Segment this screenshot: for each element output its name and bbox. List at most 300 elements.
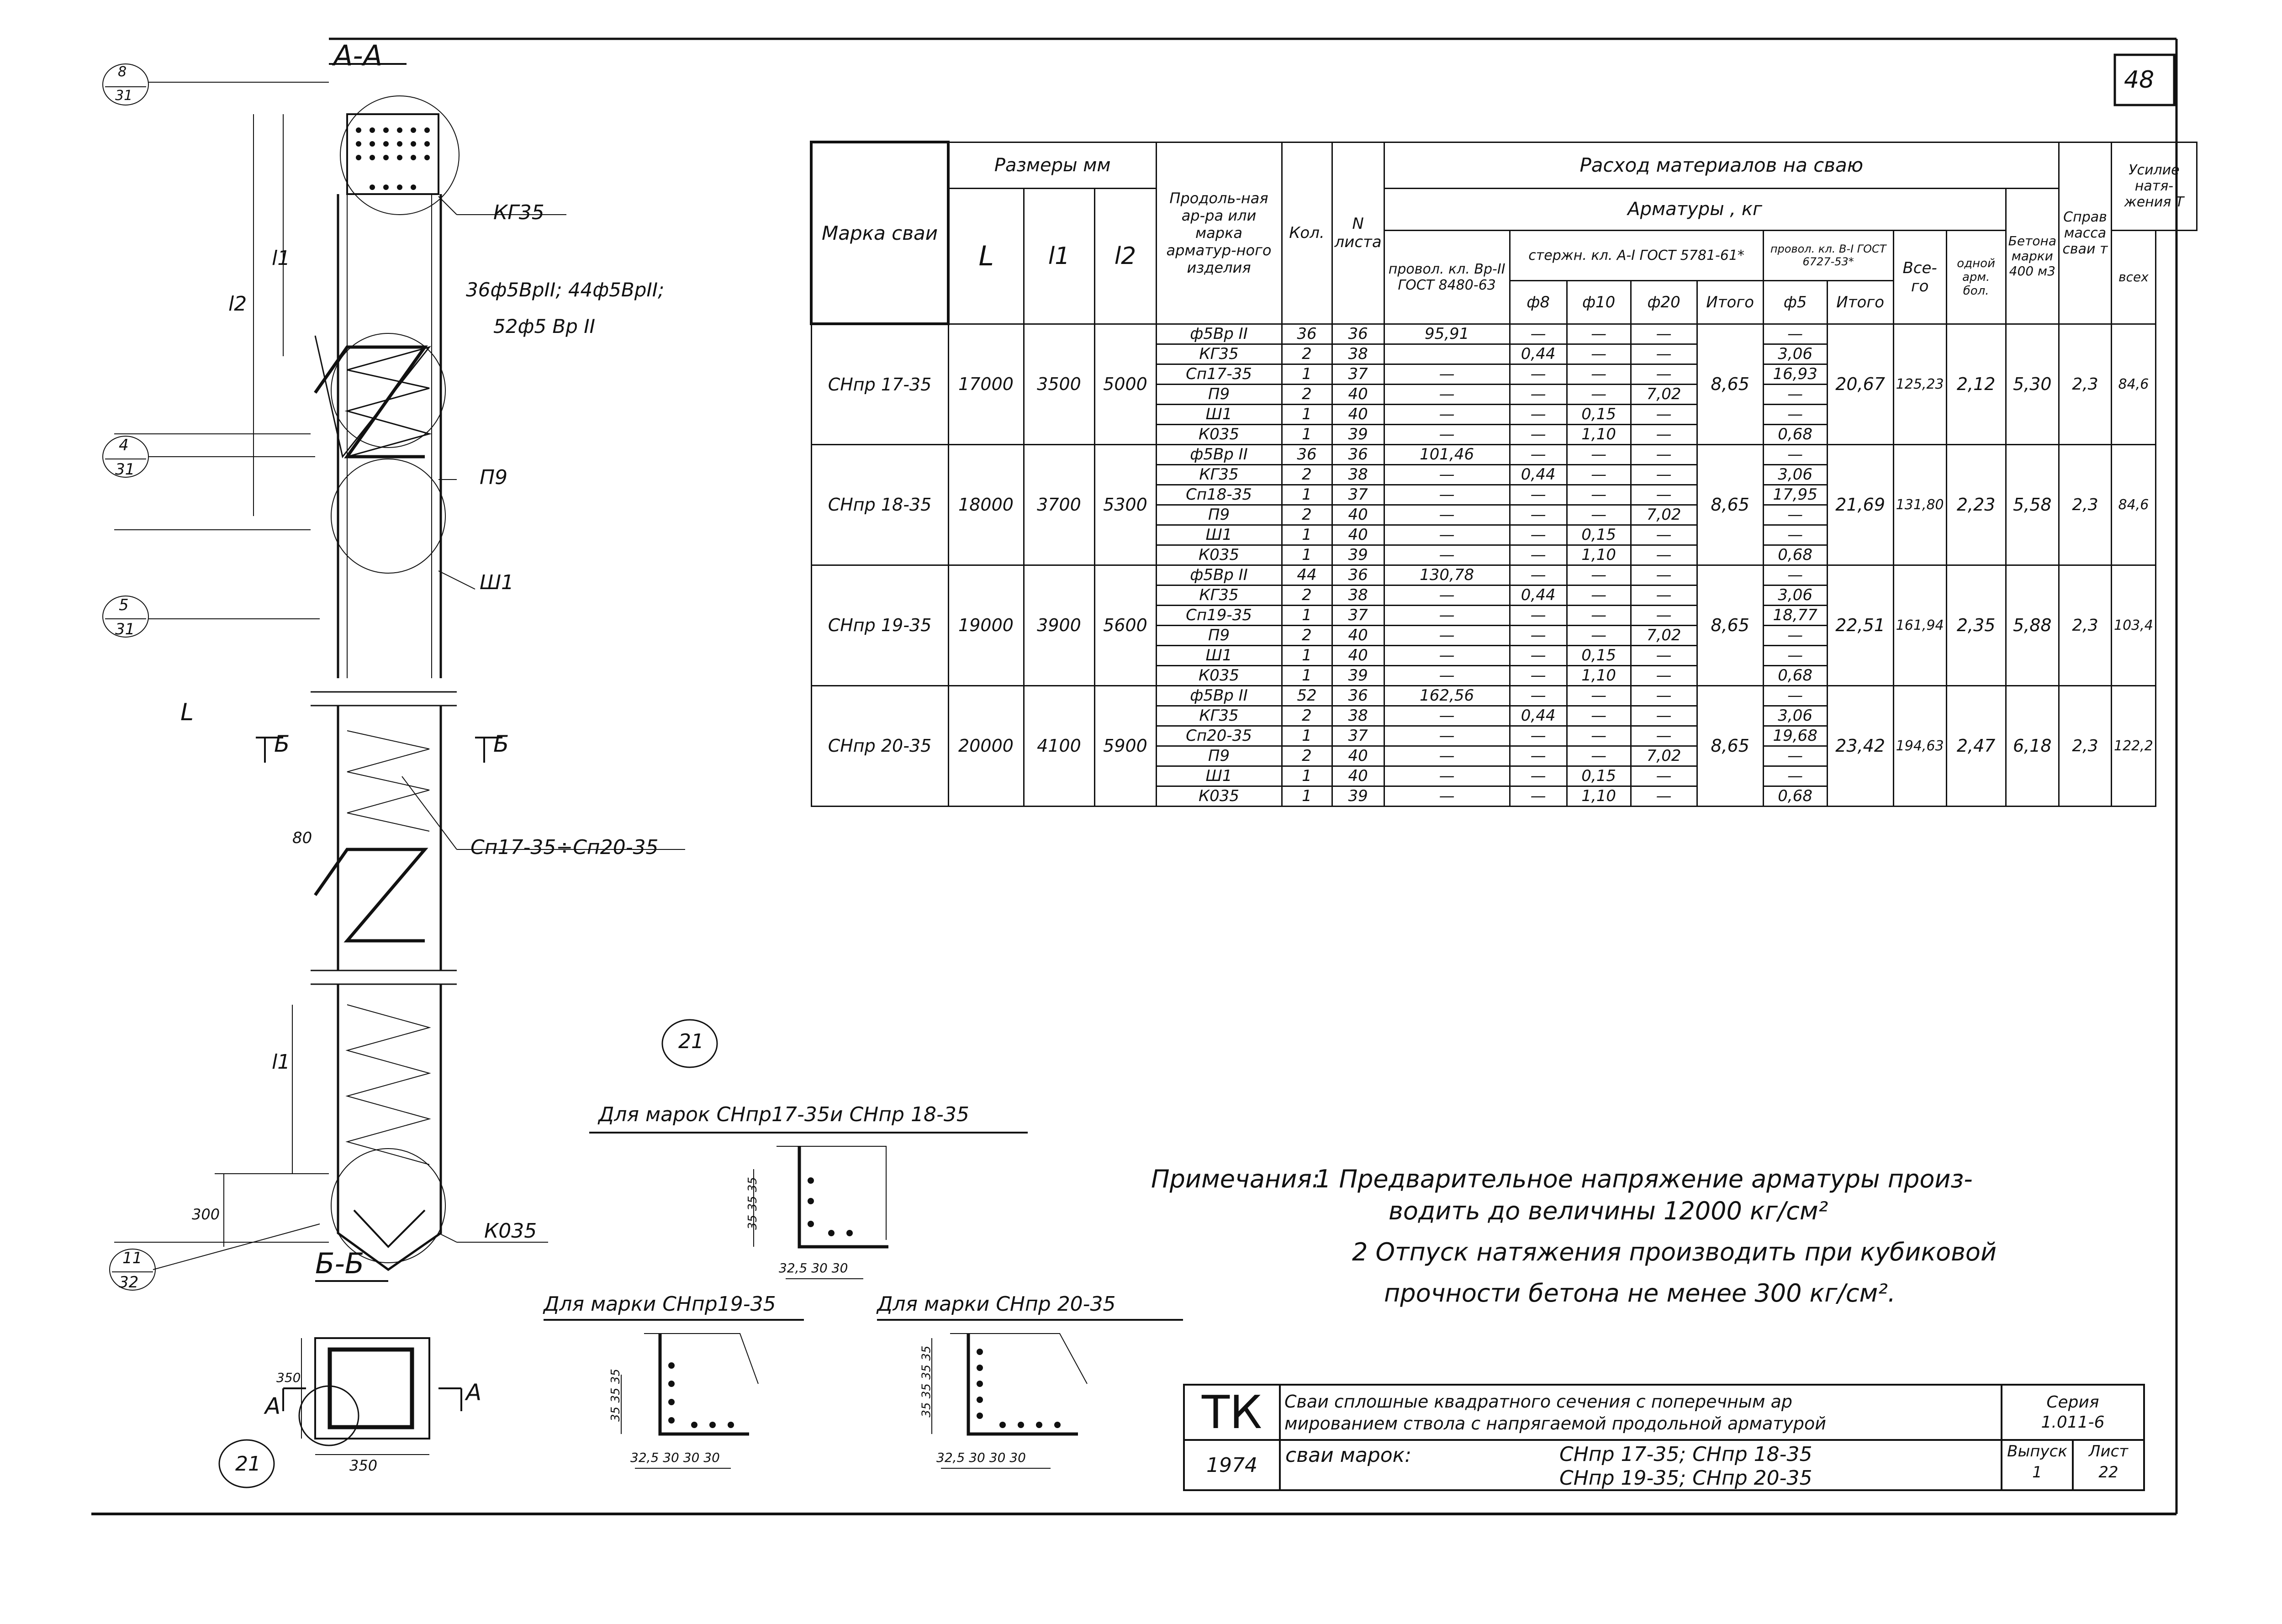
- cell-sheet: 36: [1332, 685, 1384, 706]
- cell-phi20: 7,02: [1631, 384, 1697, 404]
- cell-phi10: 1,10: [1567, 665, 1631, 685]
- cell-l1: 4100: [1024, 685, 1094, 806]
- cell-phi5: 18,77: [1763, 605, 1827, 625]
- cell-wire: —: [1384, 545, 1510, 565]
- title-block-issue-sheet: [2002, 1440, 2144, 1490]
- cell-qty: 1: [1282, 766, 1332, 786]
- cell-phi20: —: [1631, 464, 1697, 485]
- detail1-side-dims: 35 35 35: [745, 1177, 760, 1230]
- cell-qty: 2: [1282, 344, 1332, 364]
- cell-force-one: 2,3: [2059, 565, 2111, 685]
- cell-phi8: —: [1510, 665, 1567, 685]
- hdr-force: Усилие натя-жения Т: [2111, 142, 2197, 230]
- cell-wire: —: [1384, 766, 1510, 786]
- cell-wire: —: [1384, 525, 1510, 545]
- sheet-number: 48: [2124, 66, 2155, 94]
- detail-19: [544, 1320, 804, 1468]
- cell-qty: 1: [1282, 424, 1332, 444]
- title-block: [1183, 1384, 2145, 1491]
- cell-item: ф5Вр II: [1156, 685, 1282, 706]
- cut-a-left: А: [265, 1393, 281, 1419]
- cell-wire: —: [1384, 625, 1510, 645]
- cell-l1: 3700: [1024, 444, 1094, 565]
- cell-item: КГ35: [1156, 706, 1282, 726]
- cell-phi20: —: [1631, 706, 1697, 726]
- cell-mark: СНпр 17-35: [811, 324, 948, 444]
- title-block-piles: [1280, 1440, 2002, 1490]
- cell-item: П9: [1156, 384, 1282, 404]
- cell-force-all: 103,4: [2111, 565, 2155, 685]
- cell-sheet: 40: [1332, 525, 1384, 545]
- detail-title-19: Для марки СНпр19-35: [544, 1292, 776, 1316]
- cell-item: Ш1: [1156, 525, 1282, 545]
- cell-qty: 2: [1282, 625, 1332, 645]
- hdr-force-all: всех: [2111, 230, 2155, 324]
- cell-qty: 1: [1282, 665, 1332, 685]
- cell-phi5: 19,68: [1763, 726, 1827, 746]
- cell-phi20: —: [1631, 364, 1697, 384]
- cell-wire: —: [1384, 726, 1510, 746]
- cell-sheet: 39: [1332, 665, 1384, 685]
- cell-qty: 1: [1282, 364, 1332, 384]
- cell-item: П9: [1156, 625, 1282, 645]
- cell-phi20: —: [1631, 585, 1697, 605]
- cell-total-all: 131,80: [1893, 444, 1946, 565]
- callout-11-den: 32: [119, 1273, 139, 1292]
- cell-item: К035: [1156, 424, 1282, 444]
- section-aa-label: А-А: [333, 39, 383, 72]
- cell-phi20: —: [1631, 324, 1697, 344]
- cell-phi8: —: [1510, 384, 1567, 404]
- cell-concrete: 2,12: [1946, 324, 2006, 444]
- cell-L: 20000: [948, 685, 1024, 806]
- hdr-force-one: одной арм. бол.: [1946, 230, 2006, 324]
- cell-wire: 101,46: [1384, 444, 1510, 464]
- cell-mass: 5,58: [2006, 444, 2059, 565]
- cell-total1: 8,65: [1697, 444, 1763, 565]
- dim-350-side: 350: [276, 1370, 301, 1385]
- detail2-side-dims: 35 35 35: [608, 1369, 623, 1422]
- cell-sheet: 38: [1332, 344, 1384, 364]
- cell-sheet: 37: [1332, 364, 1384, 384]
- cell-phi10: 1,10: [1567, 545, 1631, 565]
- detail-17-18: [589, 1133, 1028, 1279]
- hdr-sheet-no: N листа: [1332, 142, 1384, 324]
- cell-force-one: 2,3: [2059, 685, 2111, 806]
- sheet-label: Лист: [2088, 1442, 2129, 1461]
- cell-item: Ш1: [1156, 766, 1282, 786]
- cell-sheet: 38: [1332, 464, 1384, 485]
- cell-phi8: —: [1510, 726, 1567, 746]
- cell-l1: 3500: [1024, 324, 1094, 444]
- cell-total-all: 161,94: [1893, 565, 1946, 685]
- cell-phi8: —: [1510, 525, 1567, 545]
- table-row: [811, 324, 2197, 344]
- issue-value: 1: [2032, 1463, 2042, 1482]
- cell-item: КГ35: [1156, 585, 1282, 605]
- cell-force-one: 2,3: [2059, 444, 2111, 565]
- cell-phi10: —: [1567, 746, 1631, 766]
- cell-phi5: —: [1763, 404, 1827, 424]
- hdr-prestress-wire: провол. кл. Вр-II ГОСТ 8480-63: [1384, 230, 1510, 324]
- section-bb: [283, 1281, 461, 1455]
- pile-head: [347, 114, 438, 194]
- cell-phi10: —: [1567, 565, 1631, 585]
- cell-wire: —: [1384, 464, 1510, 485]
- cell-L: 17000: [948, 324, 1024, 444]
- cell-sheet: 36: [1332, 444, 1384, 464]
- callout-4-den: 31: [115, 460, 135, 479]
- cell-phi5: —: [1763, 685, 1827, 706]
- cell-mass: 5,30: [2006, 324, 2059, 444]
- cell-qty: 2: [1282, 585, 1332, 605]
- cell-mass: 6,18: [2006, 685, 2059, 806]
- cell-phi8: 0,44: [1510, 706, 1567, 726]
- cell-sheet: 36: [1332, 324, 1384, 344]
- label-sh1: Ш1: [480, 571, 514, 594]
- cell-phi5: 3,06: [1763, 464, 1827, 485]
- detail-title-20: Для марки СНпр 20-35: [877, 1292, 1116, 1316]
- cell-phi10: —: [1567, 444, 1631, 464]
- cell-wire: —: [1384, 404, 1510, 424]
- cell-l2: 5300: [1094, 444, 1156, 565]
- title-block-description: [1280, 1385, 2002, 1440]
- materials-table: [810, 141, 2197, 807]
- cell-sheet: 40: [1332, 384, 1384, 404]
- cell-phi5: —: [1763, 746, 1827, 766]
- cell-phi20: —: [1631, 665, 1697, 685]
- cell-sheet: 40: [1332, 404, 1384, 424]
- sheet-value: 22: [2098, 1463, 2118, 1482]
- cell-item: К035: [1156, 786, 1282, 806]
- cell-phi20: —: [1631, 565, 1697, 585]
- cell-wire: [1384, 344, 1510, 364]
- cell-item: Сп18-35: [1156, 485, 1282, 505]
- hdr-long-rebar: Продоль-ная ар-ра или марка арматур-ного изделия: [1156, 142, 1282, 324]
- dim-80: 80: [292, 829, 312, 847]
- cell-phi8: 0,44: [1510, 464, 1567, 485]
- cell-sheet: 37: [1332, 605, 1384, 625]
- cell-phi8: —: [1510, 444, 1567, 464]
- cell-qty: 2: [1282, 464, 1332, 485]
- hdr-phi20: ф20: [1631, 280, 1697, 324]
- cell-phi5: 0,68: [1763, 424, 1827, 444]
- cell-phi5: —: [1763, 525, 1827, 545]
- cell-total2: 21,69: [1827, 444, 1893, 565]
- dim-300: 300: [192, 1206, 220, 1223]
- cell-sheet: 37: [1332, 485, 1384, 505]
- cell-total1: 8,65: [1697, 685, 1763, 806]
- cell-phi10: 0,15: [1567, 404, 1631, 424]
- cell-qty: 2: [1282, 384, 1332, 404]
- cell-item: К035: [1156, 665, 1282, 685]
- cell-qty: 1: [1282, 485, 1332, 505]
- cell-phi5: —: [1763, 565, 1827, 585]
- cell-phi5: 3,06: [1763, 706, 1827, 726]
- cell-sheet: 40: [1332, 505, 1384, 525]
- cell-phi8: —: [1510, 625, 1567, 645]
- cell-phi5: 0,68: [1763, 545, 1827, 565]
- cell-mark: СНпр 19-35: [811, 565, 948, 685]
- cell-item: П9: [1156, 505, 1282, 525]
- cell-phi5: —: [1763, 384, 1827, 404]
- cell-phi5: —: [1763, 324, 1827, 344]
- series-label: Серия: [2046, 1392, 2099, 1412]
- hdr-l1: l1: [1024, 188, 1094, 324]
- cell-L: 18000: [948, 444, 1024, 565]
- cell-wire: —: [1384, 585, 1510, 605]
- cell-L: 19000: [948, 565, 1024, 685]
- cell-phi10: —: [1567, 726, 1631, 746]
- cell-total2: 23,42: [1827, 685, 1893, 806]
- materials-table-body: [811, 324, 2197, 806]
- cell-phi10: —: [1567, 585, 1631, 605]
- cell-phi20: —: [1631, 404, 1697, 424]
- cell-wire: —: [1384, 364, 1510, 384]
- cell-phi20: —: [1631, 786, 1697, 806]
- cell-phi20: 7,02: [1631, 625, 1697, 645]
- pile-elevation: [103, 64, 717, 1487]
- hdr-qty: Кол.: [1282, 142, 1332, 324]
- cell-wire: —: [1384, 605, 1510, 625]
- table-row: [811, 444, 2197, 464]
- cell-wire: 130,78: [1384, 565, 1510, 585]
- series-value: 1.011-6: [2041, 1413, 2105, 1432]
- cell-wire: —: [1384, 424, 1510, 444]
- cell-phi20: —: [1631, 645, 1697, 665]
- title-desc-line1: Сваи сплошные квадратного сечения с поперечным ар: [1284, 1391, 1793, 1412]
- cell-phi10: —: [1567, 485, 1631, 505]
- cell-sheet: 39: [1332, 545, 1384, 565]
- cell-concrete: 2,47: [1946, 685, 2006, 806]
- cell-qty: 2: [1282, 746, 1332, 766]
- cell-phi8: —: [1510, 565, 1567, 585]
- table-row: [811, 565, 2197, 585]
- cell-l2: 5000: [1094, 324, 1156, 444]
- cell-item: Сп20-35: [1156, 726, 1282, 746]
- cell-wire: 162,56: [1384, 685, 1510, 706]
- cell-phi20: —: [1631, 485, 1697, 505]
- cell-phi20: —: [1631, 685, 1697, 706]
- cell-item: Сп19-35: [1156, 605, 1282, 625]
- cell-phi10: 1,10: [1567, 786, 1631, 806]
- cell-phi8: 0,44: [1510, 585, 1567, 605]
- cell-item: ф5Вр II: [1156, 565, 1282, 585]
- cell-l2: 5600: [1094, 565, 1156, 685]
- cell-qty: 2: [1282, 505, 1332, 525]
- dim-L: L: [180, 699, 194, 726]
- hdr-mark: Марка сваи: [811, 142, 948, 324]
- cell-phi5: —: [1763, 766, 1827, 786]
- cell-force-all: 122,2: [2111, 685, 2155, 806]
- cell-qty: 44: [1282, 565, 1332, 585]
- cell-phi20: —: [1631, 444, 1697, 464]
- cell-phi10: —: [1567, 384, 1631, 404]
- cell-phi20: —: [1631, 344, 1697, 364]
- hdr-dims: Размеры мм: [948, 142, 1156, 188]
- title-block-year: 1974: [1184, 1440, 1280, 1490]
- cell-phi8: —: [1510, 485, 1567, 505]
- piles-label: сваи марок:: [1285, 1444, 1412, 1467]
- cell-phi8: —: [1510, 424, 1567, 444]
- cell-sheet: 39: [1332, 786, 1384, 806]
- cell-sheet: 37: [1332, 726, 1384, 746]
- cell-phi8: —: [1510, 746, 1567, 766]
- hdr-total-all: Все-го: [1893, 230, 1946, 324]
- notes-heading: Примечания:: [1151, 1165, 1321, 1193]
- cell-qty: 1: [1282, 605, 1332, 625]
- cell-wire: —: [1384, 485, 1510, 505]
- cell-sheet: 39: [1332, 424, 1384, 444]
- hdr-concrete: Бетона марки 400 м3: [2006, 188, 2059, 324]
- cell-mark: СНпр 20-35: [811, 685, 948, 806]
- callout-top-num: 8: [118, 64, 127, 80]
- section-stirrup: [330, 1350, 412, 1427]
- callout-4-num: 4: [119, 436, 129, 454]
- note-2a: 2 Отпуск натяжения производить при кубиковой: [1352, 1238, 1997, 1266]
- cell-phi20: —: [1631, 726, 1697, 746]
- callout-top-den: 31: [115, 88, 133, 104]
- cell-sheet: 36: [1332, 565, 1384, 585]
- note-1b: водить до величины 12000 кг/см²: [1389, 1197, 1828, 1225]
- mesh-p9-lower: [315, 849, 425, 941]
- label-spirals: Сп17-35÷Сп20-35: [470, 836, 659, 859]
- cell-phi8: —: [1510, 505, 1567, 525]
- cell-total-all: 125,23: [1893, 324, 1946, 444]
- cell-phi10: 1,10: [1567, 424, 1631, 444]
- cell-item: К035: [1156, 545, 1282, 565]
- cell-total1: 8,65: [1697, 565, 1763, 685]
- hdr-wire-b1: провол. кл. В-I ГОСТ 6727-53*: [1763, 230, 1893, 280]
- cell-sheet: 40: [1332, 766, 1384, 786]
- cell-mark: СНпр 18-35: [811, 444, 948, 565]
- cell-force-all: 84,6: [2111, 324, 2155, 444]
- rebar-note-2: 52ф5 Вр II: [493, 315, 596, 337]
- cell-phi20: 7,02: [1631, 505, 1697, 525]
- issue-label: Выпуск: [2007, 1442, 2067, 1461]
- cell-item: Сп17-35: [1156, 364, 1282, 384]
- cell-phi10: —: [1567, 324, 1631, 344]
- cell-qty: 1: [1282, 525, 1332, 545]
- cell-mass: 5,88: [2006, 565, 2059, 685]
- cell-qty: 36: [1282, 444, 1332, 464]
- cell-phi10: 0,15: [1567, 766, 1631, 786]
- cell-phi8: —: [1510, 766, 1567, 786]
- cell-wire: —: [1384, 786, 1510, 806]
- cell-phi20: 7,02: [1631, 746, 1697, 766]
- hdr-phi10: ф10: [1567, 280, 1631, 324]
- detail-21-bottom: 21: [235, 1452, 261, 1476]
- cell-phi8: 0,44: [1510, 344, 1567, 364]
- cell-total-all: 194,63: [1893, 685, 1946, 806]
- cell-phi5: —: [1763, 444, 1827, 464]
- cell-phi10: —: [1567, 605, 1631, 625]
- title-desc-line2: мированием ствола с напрягаемой продольной арматурой: [1284, 1413, 1826, 1434]
- cell-phi8: —: [1510, 645, 1567, 665]
- piles-line1: СНпр 17-35; СНпр 18-35: [1559, 1443, 1812, 1466]
- cell-wire: 95,91: [1384, 324, 1510, 344]
- dim-l1-lower: l1: [272, 1050, 291, 1074]
- cell-phi5: 16,93: [1763, 364, 1827, 384]
- cell-phi5: 0,68: [1763, 786, 1827, 806]
- cell-phi20: —: [1631, 605, 1697, 625]
- cell-phi5: —: [1763, 645, 1827, 665]
- cell-phi8: —: [1510, 324, 1567, 344]
- title-block-series: [2002, 1385, 2144, 1440]
- detail3-side-dims: 35 35 35 35: [919, 1345, 934, 1418]
- label-k035: К035: [484, 1219, 537, 1243]
- label-p9: П9: [480, 466, 508, 489]
- label-kg35: КГ35: [493, 201, 544, 224]
- detail3-bottom-dims: 32,5 30 30 30: [936, 1450, 1026, 1465]
- cell-item: Ш1: [1156, 404, 1282, 424]
- hdr-l2: l2: [1094, 188, 1156, 324]
- cell-wire: —: [1384, 645, 1510, 665]
- cell-total2: 20,67: [1827, 324, 1893, 444]
- cell-item: КГ35: [1156, 344, 1282, 364]
- cut-b-left: Б: [274, 731, 290, 757]
- hdr-mass: Справ масса сваи т: [2059, 142, 2111, 324]
- callout-11-num: 11: [122, 1249, 143, 1267]
- cell-phi20: —: [1631, 424, 1697, 444]
- cell-phi8: —: [1510, 404, 1567, 424]
- cell-wire: —: [1384, 706, 1510, 726]
- piles-line2: СНпр 19-35; СНпр 20-35: [1559, 1466, 1812, 1490]
- cell-l2: 5900: [1094, 685, 1156, 806]
- cell-wire: —: [1384, 665, 1510, 685]
- hdr-phi8: ф8: [1510, 280, 1567, 324]
- cell-phi10: 0,15: [1567, 525, 1631, 545]
- hdr-phi5: ф5: [1763, 280, 1827, 324]
- hdr-L: L: [948, 188, 1024, 324]
- hdr-total2: Итого: [1827, 280, 1893, 324]
- cell-phi8: —: [1510, 786, 1567, 806]
- cell-qty: 1: [1282, 545, 1332, 565]
- cell-phi10: —: [1567, 505, 1631, 525]
- hdr-bars: стержн. кл. А-I ГОСТ 5781-61*: [1510, 230, 1763, 280]
- section-bb-label: Б-Б: [315, 1247, 364, 1280]
- cell-phi8: —: [1510, 685, 1567, 706]
- cell-phi10: —: [1567, 685, 1631, 706]
- spiral-upper: [315, 336, 429, 457]
- cell-total1: 8,65: [1697, 324, 1763, 444]
- cell-item: ф5Вр II: [1156, 324, 1282, 344]
- detail2-bottom-dims: 32,5 30 30 30: [630, 1450, 720, 1465]
- cell-qty: 1: [1282, 786, 1332, 806]
- detail-21-top: 21: [678, 1030, 704, 1053]
- cell-item: ф5Вр II: [1156, 444, 1282, 464]
- cell-phi10: —: [1567, 464, 1631, 485]
- cut-a-right: А: [466, 1379, 482, 1406]
- dim-l2: l2: [228, 292, 247, 316]
- rebar-note-1: 36ф5ВрII; 44ф5ВрII;: [466, 279, 665, 301]
- cell-phi10: —: [1567, 344, 1631, 364]
- cell-qty: 1: [1282, 404, 1332, 424]
- cell-force-all: 84,6: [2111, 444, 2155, 565]
- cell-item: Ш1: [1156, 645, 1282, 665]
- cell-concrete: 2,35: [1946, 565, 2006, 685]
- dim-l1: l1: [272, 247, 291, 270]
- cell-phi5: 17,95: [1763, 485, 1827, 505]
- cell-qty: 2: [1282, 706, 1332, 726]
- cell-phi5: —: [1763, 625, 1827, 645]
- cell-phi5: 3,06: [1763, 585, 1827, 605]
- head-rebar-dots: [356, 127, 430, 190]
- table-row: [811, 685, 2197, 706]
- cell-sheet: 40: [1332, 645, 1384, 665]
- cell-phi8: —: [1510, 364, 1567, 384]
- hdr-consumption: Расход материалов на сваю: [1384, 142, 2059, 188]
